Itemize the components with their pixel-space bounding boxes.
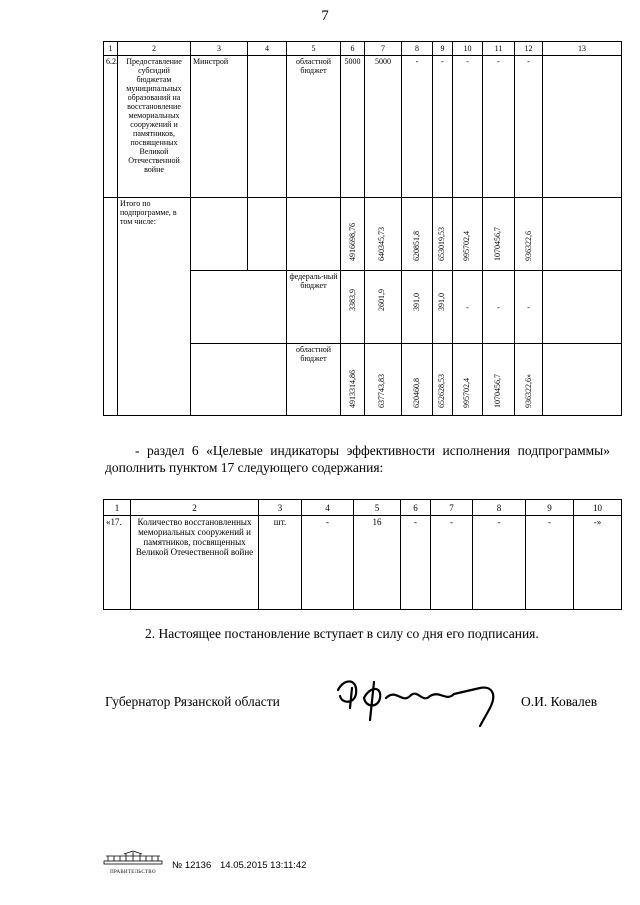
empty-cell [104, 198, 118, 416]
empty-cell [287, 198, 341, 271]
empty-cell [248, 198, 287, 271]
stamp-label: ПРАВИТЕЛЬСТВО [110, 870, 156, 875]
header-row [104, 500, 622, 516]
value-cell: - [401, 516, 431, 610]
total-value: 1070456,7 [483, 198, 515, 271]
handwritten-signature [330, 668, 515, 730]
funding-source: областной бюджет [287, 344, 341, 416]
total-value: 4916698,76 [341, 198, 365, 271]
value-cell: - [431, 516, 473, 610]
unit-cell: шт. [259, 516, 302, 610]
executor: Минстрой [191, 56, 248, 198]
total-value: 620851,8 [402, 198, 433, 271]
header-cell: 2 [131, 500, 259, 516]
empty-cell [248, 56, 287, 198]
header-cell: 1 [104, 500, 131, 516]
total-value: 640345,73 [365, 198, 402, 271]
header-cell: 9 [526, 500, 574, 516]
federal-value: - [515, 271, 543, 344]
empty-cell [191, 271, 287, 344]
header-cell: 2 [118, 42, 191, 56]
page-number: 7 [321, 8, 329, 24]
value-cell: -» [574, 516, 622, 610]
value-cell: 5000 [365, 56, 402, 198]
header-cell: 6 [401, 500, 431, 516]
header-cell: 10 [574, 500, 622, 516]
value-cell: - [515, 56, 543, 198]
federal-value: - [453, 271, 483, 344]
empty-cell [543, 198, 622, 271]
empty-cell [191, 344, 287, 416]
regional-value: 652628,53 [433, 344, 453, 416]
header-cell: 7 [431, 500, 473, 516]
header-cell: 12 [515, 42, 543, 56]
header-cell: 4 [302, 500, 354, 516]
value-cell: - [302, 516, 354, 610]
header-cell: 10 [453, 42, 483, 56]
empty-cell [191, 198, 248, 271]
building-icon [102, 850, 164, 865]
indicators-table [103, 499, 622, 610]
header-cell: 5 [287, 42, 341, 56]
regional-value: 637743,83 [365, 344, 402, 416]
header-cell: 11 [483, 42, 515, 56]
header-cell: 5 [354, 500, 401, 516]
total-value: 936322,6 [515, 198, 543, 271]
empty-cell [543, 344, 622, 416]
signatory-name: О.И. Ковалев [521, 694, 598, 709]
signatory-position: Губернатор Рязанской области [105, 694, 280, 709]
header-cell: 8 [402, 42, 433, 56]
table-row [104, 516, 622, 610]
total-value: 653019,53 [433, 198, 453, 271]
footer-stamp [102, 850, 164, 875]
amendment-paragraph: - раздел 6 «Целевые индикаторы эффективности исполнения подпрограммы» дополнить пунктом 17 следующего содержания: [105, 443, 610, 475]
funding-source: федераль-ный бюджет [287, 271, 341, 344]
row-number: «17. [104, 516, 131, 610]
measure-name: Предоставление субсидий бюджетам муниципальных образований на восстановление мемориальных сооружений и памятников, посвященных Великой Отечественной войне [118, 56, 191, 198]
federal-value: 391,0 [402, 271, 433, 344]
value-cell: - [473, 516, 526, 610]
regional-value: 4913314,86 [341, 344, 365, 416]
table-row [104, 56, 622, 198]
total-value: 995702,4 [453, 198, 483, 271]
regional-value: 995702,4 [453, 344, 483, 416]
header-cell: 4 [248, 42, 287, 56]
indicator-name: Количество восстановленных мемориальных сооружений и памятников, посвященных Великой Отечественной войне [131, 516, 259, 610]
row-number: 6.2. [104, 56, 118, 198]
header-cell: 8 [473, 500, 526, 516]
doc-registration-number: № 12136 [172, 860, 212, 871]
regional-value: 1070456,7 [483, 344, 515, 416]
header-cell: 3 [259, 500, 302, 516]
federal-value: 2601,9 [365, 271, 402, 344]
doc-timestamp: 14.05.2015 13:11:42 [220, 860, 307, 871]
effective-date-paragraph: 2. Настоящее постановление вступает в силу со дня его подписания. [145, 626, 539, 641]
total-row [104, 198, 622, 271]
header-cell: 6 [341, 42, 365, 56]
value-cell: - [453, 56, 483, 198]
subprogram-funding-table [103, 41, 622, 416]
federal-value: - [483, 271, 515, 344]
regional-value: 620460,8 [402, 344, 433, 416]
federal-value: 391,0 [433, 271, 453, 344]
value-cell: 5000 [341, 56, 365, 198]
header-row [104, 42, 622, 56]
header-cell: 13 [543, 42, 622, 56]
regional-value: 936322,6» [515, 344, 543, 416]
empty-cell [543, 271, 622, 344]
header-cell: 7 [365, 42, 402, 56]
header-cell: 1 [104, 42, 118, 56]
value-cell: - [402, 56, 433, 198]
value-cell: - [526, 516, 574, 610]
total-label: Итого по подпрограмме, в том числе: [118, 198, 191, 416]
value-cell: - [483, 56, 515, 198]
empty-cell [543, 56, 622, 198]
value-cell: 16 [354, 516, 401, 610]
value-cell: - [433, 56, 453, 198]
header-cell: 3 [191, 42, 248, 56]
federal-value: 3383,9 [341, 271, 365, 344]
header-cell: 9 [433, 42, 453, 56]
funding-source: областной бюджет [287, 56, 341, 198]
